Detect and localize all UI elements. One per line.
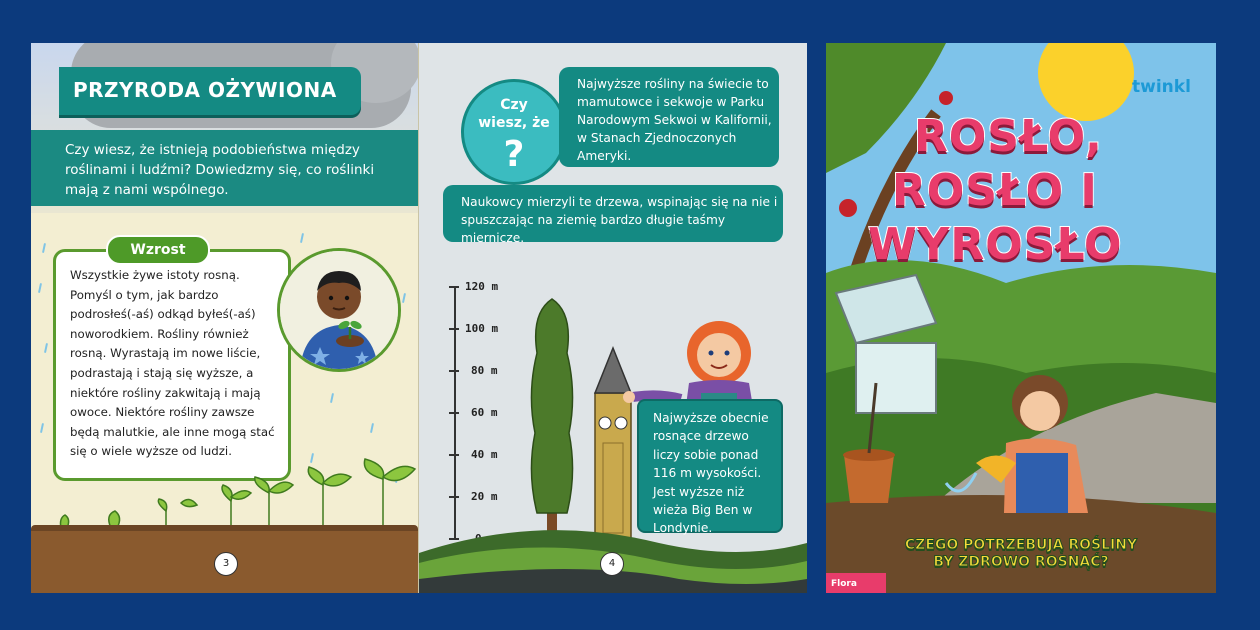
cover-page (826, 43, 1216, 593)
rain-drop (300, 233, 304, 243)
growth-body-text: Wszystkie żywe istoty rosną. Pomyśl o tym, jak bardzo podrosłeś(-aś) odkąd byłeś(-aś) noworodkiem. Rośliny również rosną. Wyrastają im nowe liście, podrastają i stają się wyższe, a niektóre rośliny zakwitają i mają owoce. Niektóre rośliny zawsze będą malutkie, ale inne mogą stać się o wiele wyższe od ludzi. (70, 268, 275, 459)
scale-label: 80 m (471, 364, 498, 377)
scale-label: 20 m (471, 490, 498, 503)
rain-drop (330, 393, 334, 403)
page-title-banner (59, 67, 361, 115)
intro-text: Czy wiesz, że istnieją podobieństwa między roślinami i ludźmi? Dowiedzmy się, co roślinki mają z nami wspólnego. (65, 142, 375, 198)
scale-label: 120 m (465, 280, 499, 293)
section-label: Wzrost (106, 235, 210, 265)
fact-box-scientists (443, 185, 783, 245)
boy-with-seedling-icon (280, 251, 398, 369)
rain-drop (38, 283, 42, 293)
brand-logo: twinkl (1132, 77, 1191, 97)
fact-text: Najwyższe rośliny na świecie to mamutowce i sekwoje w Parku Narodowym Sekwoi w Kalifornii, w Stanach Zjednoczonych Ameryki. (577, 77, 772, 163)
did-you-know-line1: Czy (500, 97, 528, 113)
page-4 (419, 43, 807, 593)
did-you-know-line2: wiesz, że (478, 115, 550, 131)
rain-drop (402, 293, 406, 303)
did-you-know-badge (461, 79, 567, 185)
cover-title-line3: WYROSŁO (868, 219, 1123, 270)
cover-subtitle-line2: BY ZDROWO ROSNĄĆ? (933, 554, 1109, 570)
boy-illustration (277, 248, 401, 372)
seedlings-illustration (31, 433, 418, 533)
cover-subtitle (866, 537, 1176, 571)
page-number: 3 (214, 552, 238, 576)
page-title: PRZYRODA OŻYWIONA (73, 78, 337, 102)
fact-text: Najwyższe obecnie rosnące drzewo liczy sobie ponad 116 m wysokości. Jest wyższe niż wieża Big Ben w Londynie. (653, 411, 769, 536)
question-mark-icon: ? (503, 134, 525, 175)
cover-title-line2: ROSŁO I (892, 165, 1098, 216)
rain-drop (370, 423, 374, 433)
rain-drop (44, 343, 48, 353)
series-label: Flora (831, 579, 857, 589)
rain-drop (40, 423, 44, 433)
scale-label: 60 m (471, 406, 498, 419)
scale-label: 100 m (465, 322, 499, 335)
cover-subtitle-line1: CZEGO POTRZEBUJĄ ROŚLINY (904, 537, 1138, 553)
fact-box-tallest-tree (637, 399, 783, 536)
rain-drop (42, 243, 46, 253)
page-3 (31, 43, 419, 593)
page-number: 4 (600, 552, 624, 576)
scale-label: 40 m (471, 448, 498, 461)
fact-box-tallest-plants (559, 67, 779, 167)
fact-text: Naukowcy mierzyli te drzewa, wspinając się na nie i spuszczając na ziemię bardzo długie taśmy miernicze. (461, 195, 778, 245)
intro-box (31, 130, 418, 206)
cover-title-line1: ROSŁO, (914, 111, 1103, 162)
